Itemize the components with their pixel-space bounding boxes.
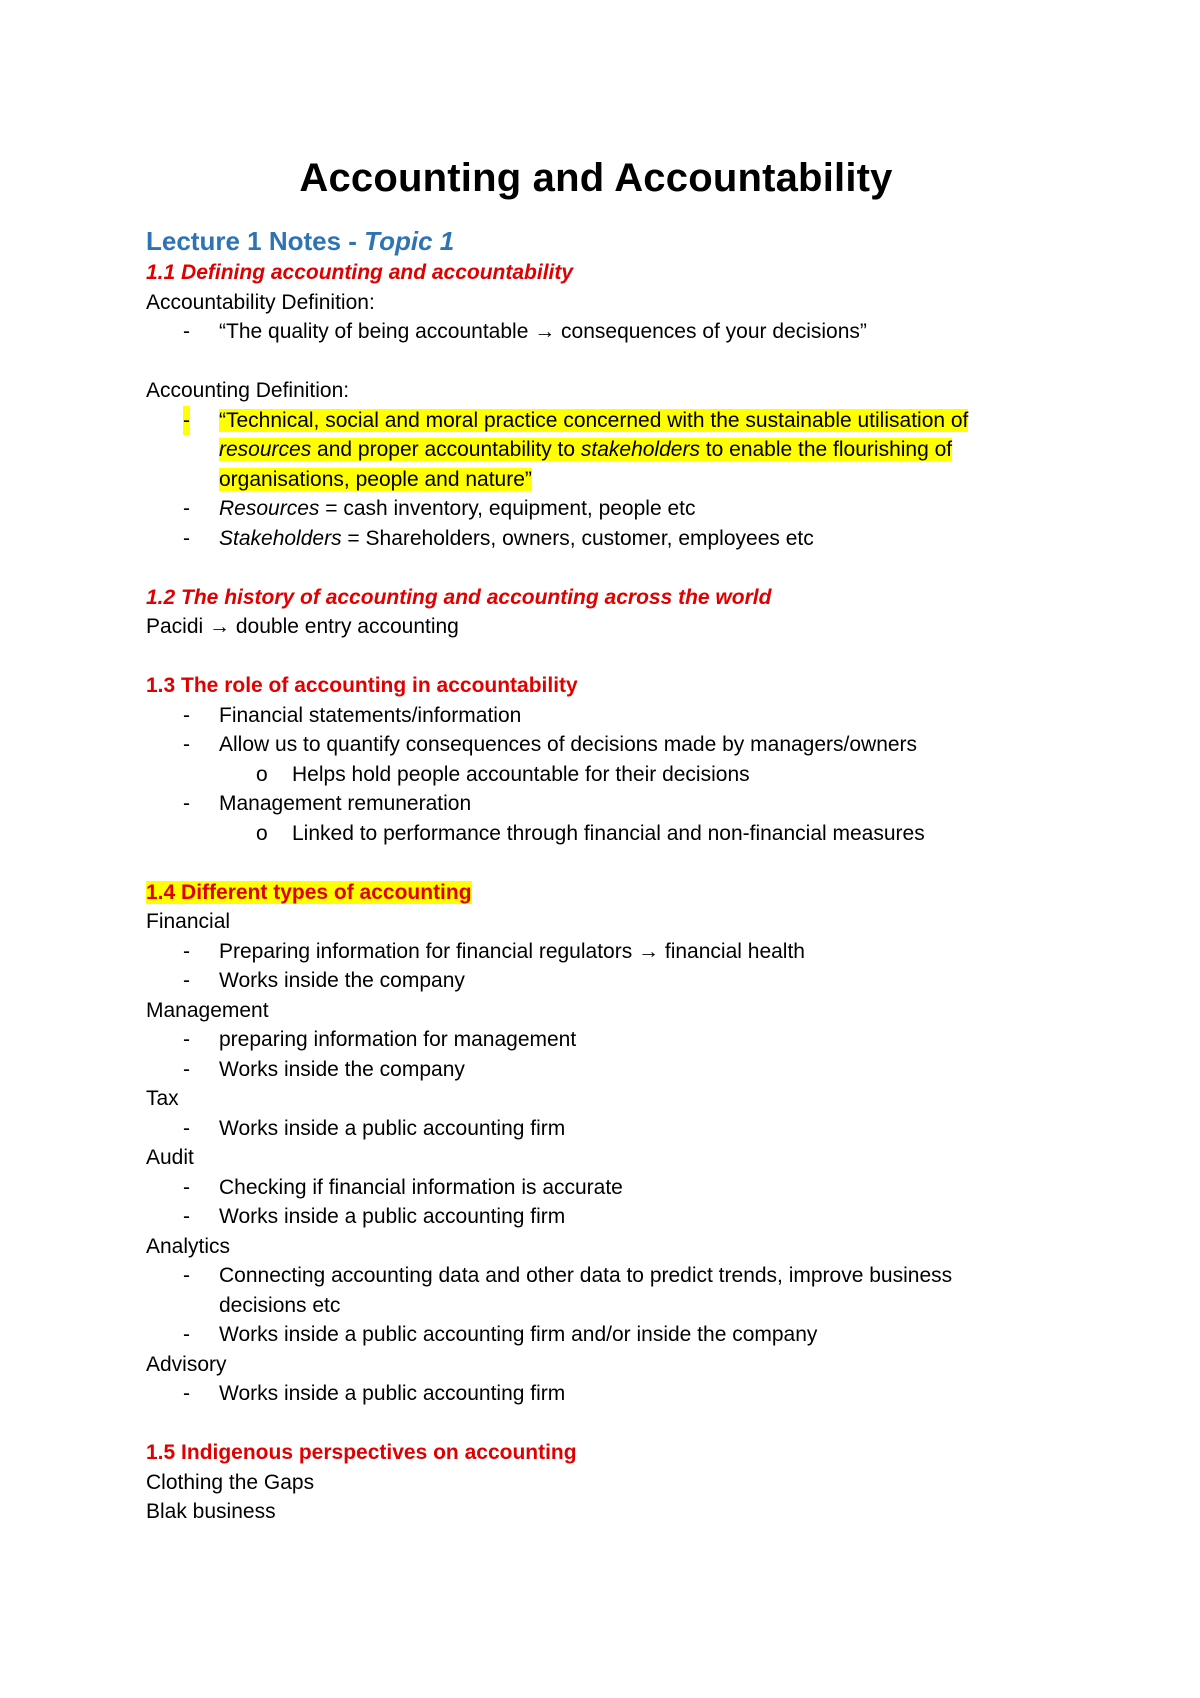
list-item: - Works inside a public accounting firm [146,1379,1046,1409]
list-item: - Works inside the company [146,966,1046,996]
bullet-circle: o [256,762,268,786]
lecture-heading-topic: Topic 1 [364,226,455,256]
audit-label: Audit [146,1146,194,1169]
list-item: - Works inside a public accounting firm [146,1114,1046,1144]
arrow-icon: → [638,939,660,963]
indigenous-item-2: Blak business [146,1500,276,1523]
list-item: - Works inside a public accounting firm [146,1202,1046,1232]
stakeholders-bullet: - Stakeholders = Shareholders, owners, customer, employees etc [146,524,1046,554]
financial-label: Financial [146,910,231,933]
list-item: - Financial statements/information [146,701,1046,731]
section-1-2-heading: 1.2 The history of accounting and accounting across the world [146,585,772,609]
bullet-dash: - [183,526,190,550]
list-item: - Checking if financial information is accurate [146,1173,1046,1203]
bullet-dash: - [183,1382,190,1405]
indigenous-item-1: Clothing the Gaps [146,1470,315,1494]
lecture-heading [146,224,1046,258]
bullet-dash: - [183,1205,190,1228]
resources-bullet: - Resources = cash inventory, equipment, people etc [146,494,1046,524]
list-item: - preparing information for management [146,1025,1046,1055]
document-page [146,150,1046,1527]
pacidi-line: Pacidi → double entry accounting [146,615,459,638]
management-label: Management [146,998,269,1022]
bullet-dash: - [183,733,190,756]
tax-label: Tax [146,1087,179,1110]
bullet-dash: - [183,1028,190,1051]
section-1-4-heading: 1.4 Different types of accounting [146,880,472,904]
list-item: - Preparing information for financial regulators → financial health [146,937,1046,967]
bullet-dash: - [183,969,190,992]
list-item: - Works inside a public accounting firm and/or inside the company [146,1320,1046,1350]
section-1-3-heading: 1.3 The role of accounting in accountability [146,674,578,697]
accountability-label: Accountability Definition: [146,290,375,314]
list-item: - Allow us to quantify consequences of decisions made by managers/owners [146,730,1046,760]
list-item-continuation: decisions etc [219,1293,341,1317]
bullet-dash: - [183,939,190,963]
bullet-dash: - [183,497,190,520]
accounting-label: Accounting Definition: [146,379,350,402]
list-item: - Management remuneration [146,789,1046,819]
bullet-dash: - [183,1057,190,1081]
bullet-dash: - [183,1323,190,1346]
bullet-dash: - [183,1116,190,1140]
bullet-dash: - [183,1175,190,1199]
section-1-5-heading: 1.5 Indigenous perspectives on accounting [146,1441,577,1464]
bullet-dash: - [183,320,190,343]
analytics-label: Analytics [146,1234,231,1258]
accounting-definition-line-3: organisations, people and nature” [219,467,532,491]
arrow-icon: → [209,615,231,638]
sub-list-item: o Helps hold people accountable for their decisions [146,760,1046,790]
sub-list-item: o Linked to performance through financial and non-financial measures [146,819,1046,849]
list-item: - Works inside the company [146,1055,1046,1085]
accountability-definition: - “The quality of being accountable → consequences of your decisions” [146,317,1046,347]
accounting-definition-line-2: resources and proper accountability to stakeholders to enable the flourishing of [219,438,953,461]
bullet-dash: - [183,703,190,727]
advisory-label: Advisory [146,1352,227,1376]
bullet-dash: - [183,406,190,436]
bullet-dash: - [183,792,190,815]
document-title: Accounting and Accountability [299,156,893,200]
accounting-definition-line-1: - “Technical, social and moral practice concerned with the sustainable utilisation of [146,406,1046,436]
lecture-heading-prefix: Lecture 1 Notes - [146,226,365,256]
section-1-1-heading: 1.1 Defining accounting and accountability [146,261,574,284]
bullet-dash: - [183,1264,190,1287]
list-item: - Connecting accounting data and other data to predict trends, improve business [146,1261,1046,1291]
bullet-circle: o [256,821,268,845]
arrow-icon: → [534,320,556,343]
